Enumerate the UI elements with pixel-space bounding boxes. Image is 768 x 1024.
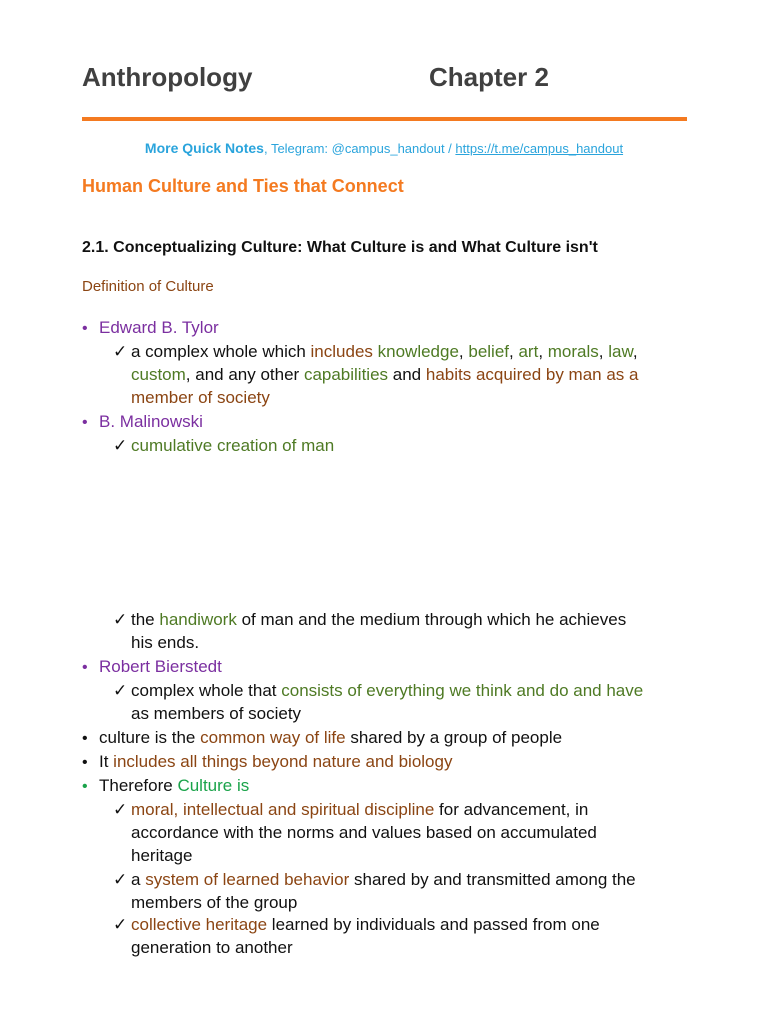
bullet-icon: •	[82, 320, 88, 337]
checkmark-icon: ✓	[113, 800, 128, 819]
author-name: Robert Bierstedt	[99, 657, 222, 676]
text-run: and	[388, 365, 426, 384]
bullet-icon: •	[82, 754, 88, 771]
list-item	[82, 726, 562, 750]
highlight: system of learned behavior	[145, 870, 350, 889]
highlight: capabilities	[303, 365, 389, 384]
highlight: art	[518, 342, 539, 361]
text-run: It	[99, 752, 114, 771]
definition-line	[113, 868, 636, 891]
highlight: consists of everything we think and do and have	[281, 681, 644, 700]
highlight: knowledge	[377, 342, 459, 361]
definition-line: accordance with the norms and values based on accumulated	[131, 823, 597, 842]
definition-line	[113, 798, 588, 821]
header-divider	[82, 117, 687, 121]
highlight: habits acquired by man as a	[425, 365, 639, 384]
definition-line	[131, 363, 638, 386]
promo-line	[0, 140, 768, 156]
checkmark-icon: ✓	[113, 342, 128, 361]
highlight: includes all things beyond nature and biology	[113, 752, 453, 771]
definition-line: heritage	[131, 846, 193, 865]
definition-line	[113, 340, 638, 363]
text-run: , and any other	[185, 365, 304, 384]
text-run: Therefore	[99, 776, 178, 795]
highlight: collective heritage	[131, 915, 268, 934]
subsection-heading: Definition of Culture	[82, 278, 214, 295]
list-item-bierstedt	[82, 655, 222, 679]
telegram-handle: , Telegram: @campus_handout /	[263, 141, 456, 156]
bullet-icon: •	[82, 730, 88, 747]
checkmark-icon: ✓	[113, 870, 128, 889]
text-run: ,	[632, 342, 638, 361]
chapter-title: Human Culture and Ties that Connect	[82, 176, 404, 196]
definition-line	[113, 913, 600, 936]
text-run: learned by individuals and passed from one	[267, 915, 600, 934]
text-run: complex whole that	[131, 681, 282, 700]
bullet-icon: •	[82, 778, 88, 795]
author-name: B. Malinowski	[99, 412, 203, 431]
bullet-icon: •	[82, 414, 88, 431]
highlight: cumulative creation of man	[131, 436, 335, 455]
text-run: ,	[598, 342, 609, 361]
definition-line	[113, 434, 334, 457]
highlight: belief	[468, 342, 510, 361]
list-item-tylor	[82, 316, 219, 340]
checkmark-icon: ✓	[113, 436, 128, 455]
highlight: common way of life	[200, 728, 346, 747]
definition-line: generation to another	[131, 938, 293, 957]
bullet-icon: •	[82, 659, 88, 676]
chapter-heading: Chapter 2	[429, 62, 549, 92]
telegram-link[interactable]: https://t.me/campus_handout	[455, 141, 624, 156]
definition-line: member of society	[131, 388, 270, 407]
list-item	[82, 750, 452, 774]
text-run: the	[131, 610, 160, 629]
highlight: law	[608, 342, 633, 361]
promo-label: More Quick Notes	[144, 140, 264, 156]
text-run: a	[131, 870, 146, 889]
list-item-therefore	[82, 774, 249, 798]
text-run: ,	[509, 342, 519, 361]
definition-line	[113, 679, 643, 702]
author-name: Edward B. Tylor	[99, 318, 219, 337]
text-run: for advancement, in	[434, 800, 589, 819]
list-item-malinowski	[82, 410, 203, 434]
text-run: of man and the medium through which he achieves	[236, 610, 627, 629]
highlight: moral, intellectual and spiritual discipline	[131, 800, 435, 819]
text-run: ,	[458, 342, 469, 361]
checkmark-icon: ✓	[113, 610, 128, 629]
section-heading: 2.1. Conceptualizing Culture: What Culture is and What Culture isn't	[82, 239, 598, 256]
page-header	[82, 62, 688, 102]
highlight: Culture is	[177, 776, 250, 795]
text-run: culture is the	[99, 728, 201, 747]
text-run: a complex whole which	[131, 342, 311, 361]
highlight: morals	[547, 342, 599, 361]
definition-line: his ends.	[131, 633, 200, 652]
definition-line: as members of society	[131, 704, 302, 723]
text-run: ,	[538, 342, 548, 361]
subject-heading: Anthropology	[82, 62, 253, 92]
definition-line	[113, 608, 626, 631]
text-run: shared by a group of people	[345, 728, 563, 747]
highlight: custom	[131, 365, 186, 384]
highlight: handiwork	[159, 610, 237, 629]
checkmark-icon: ✓	[113, 681, 128, 700]
definition-line: members of the group	[131, 893, 298, 912]
text-run: shared by and transmitted among the	[349, 870, 636, 889]
checkmark-icon: ✓	[113, 915, 128, 934]
highlight: includes	[310, 342, 373, 361]
